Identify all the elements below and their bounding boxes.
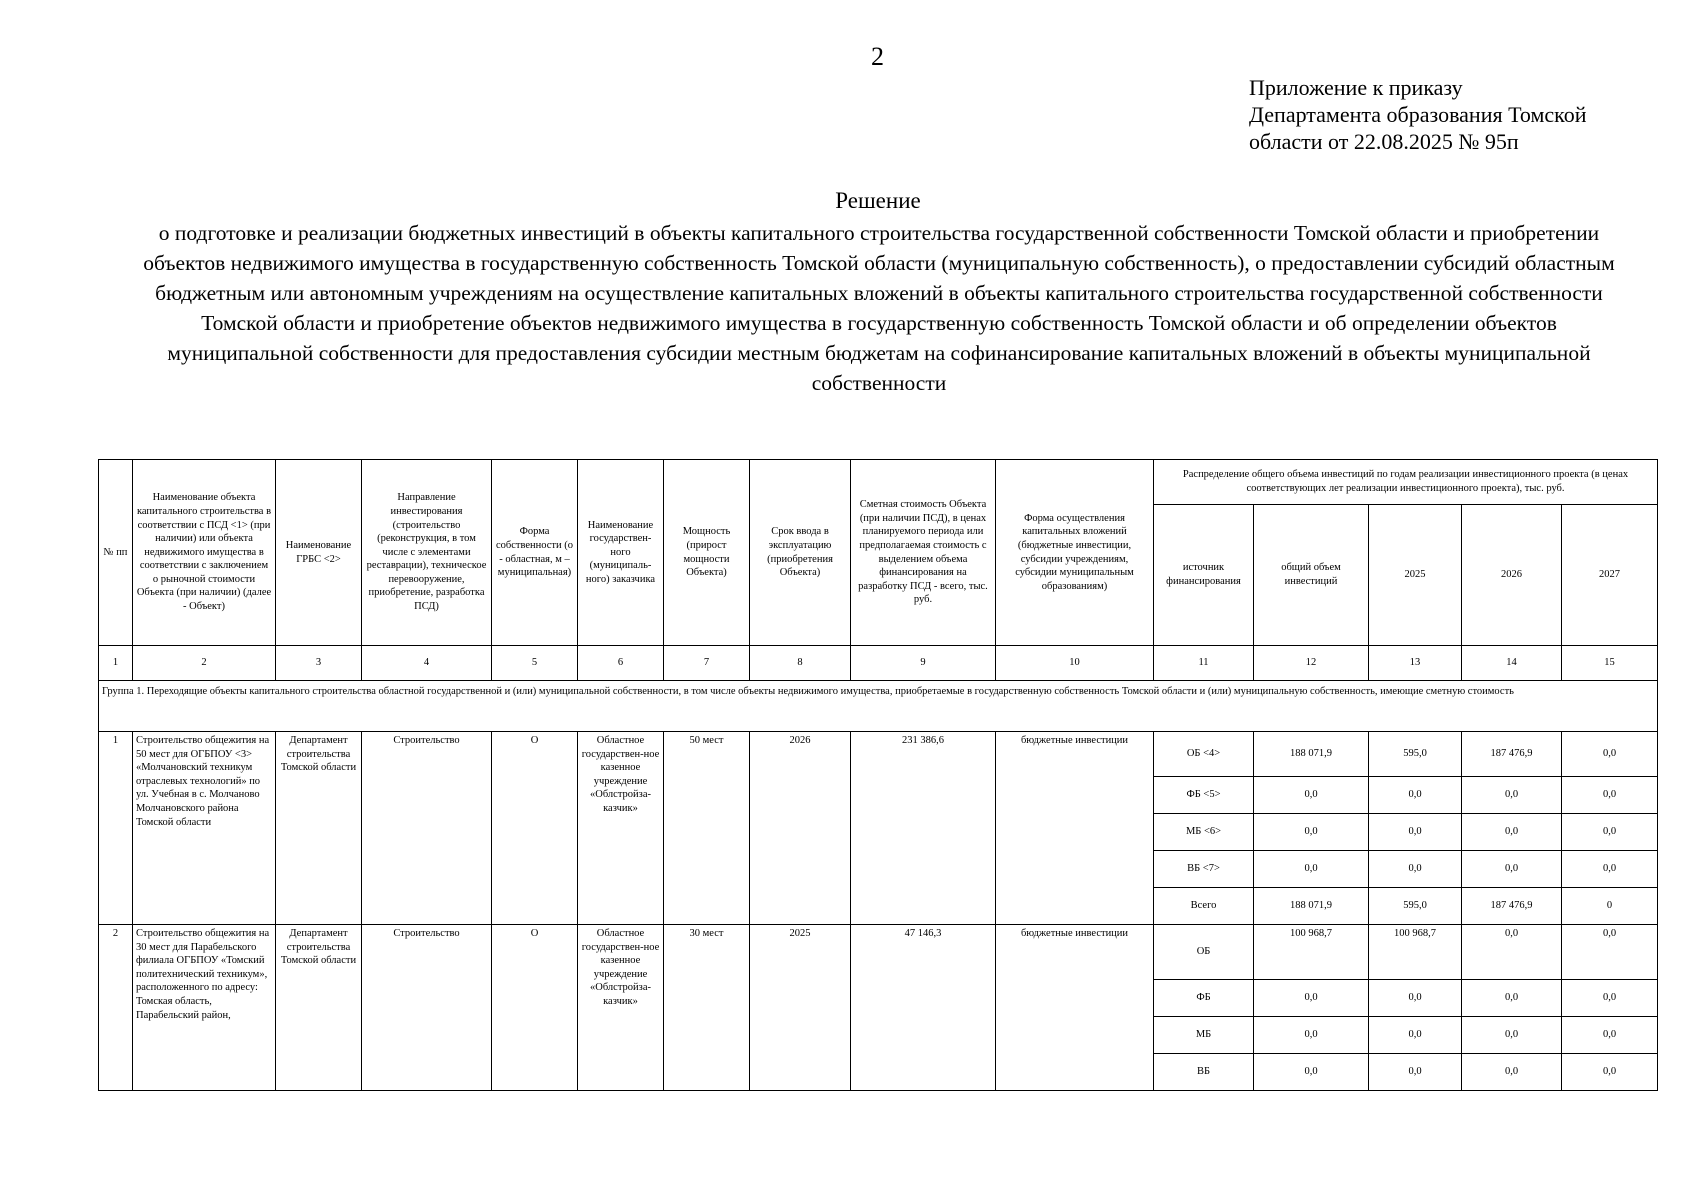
estimated-cost: 231 386,6 [851,732,996,925]
column-number: 9 [851,646,996,681]
appendix-line: области от 22.08.2025 № 95п [1249,129,1519,154]
financing-source: ОБ <4> [1154,732,1254,777]
column-number: 11 [1154,646,1254,681]
header-cell: Мощность (прирост мощности Объекта) [664,460,750,646]
grbs-name: Департамент строительства Томской области [276,925,362,1091]
financing-2027: 0,0 [1562,851,1658,888]
column-number: 6 [578,646,664,681]
financing-2026: 0,0 [1462,851,1562,888]
financing-total: 100 968,7 [1254,925,1369,980]
header-cell: Форма собственности (о - областная, м – муниципальная) [492,460,578,646]
column-number: 8 [750,646,851,681]
header-cell: Срок ввода в эксплуатацию (приобретения Объекта) [750,460,851,646]
investment-form: бюджетные инвестиции [996,732,1154,925]
header-cell: общий объем инвестиций [1254,505,1369,646]
financing-2026: 0,0 [1462,1054,1562,1091]
financing-2026: 0,0 [1462,1017,1562,1054]
financing-2027: 0,0 [1562,732,1658,777]
financing-2025: 595,0 [1369,888,1462,925]
header-cell: 2026 [1462,505,1562,646]
column-number-row [99,646,1658,681]
financing-total: 0,0 [1254,1054,1369,1091]
group-title: Группа 1. Переходящие объекты капитального строительства областной государственной и (или) муниципальной собственности, в том числе объекты недвижимого имущества, приобретаемые в государственную собственность Томской области и (или) муниципальную собственность, имеющие сметную стоимость [99,681,1658,732]
header-cell: Направление инвестирования (строительство (реконструкция, в том числе с элементами реставрации), техническое перевооружение, приобретение, разработка ПСД) [362,460,492,646]
page-number: 2 [871,42,884,71]
financing-source: ОБ [1154,925,1254,980]
grbs-name: Департамент строительства Томской области [276,732,362,925]
financing-2027: 0,0 [1562,1017,1658,1054]
column-number: 2 [133,646,276,681]
ownership-form: О [492,925,578,1091]
header-cell: № пп [99,460,133,646]
column-number: 15 [1562,646,1658,681]
appendix-line: Департамента образования Томской [1249,102,1587,127]
investment-table [98,459,1658,1091]
customer-name: Областное государствен-ное казенное учреждение «Облстройза-казчик» [578,925,664,1091]
financing-total: 0,0 [1254,851,1369,888]
financing-2026: 0,0 [1462,925,1562,980]
financing-source: МБ [1154,1017,1254,1054]
header-cell: Наименование государствен-ного (муниципаль-ного) заказчика [578,460,664,646]
table-row [99,732,1658,777]
financing-2026: 0,0 [1462,814,1562,851]
financing-2025: 0,0 [1369,777,1462,814]
financing-2027: 0,0 [1562,777,1658,814]
ownership-form: О [492,732,578,925]
financing-2025: 0,0 [1369,814,1462,851]
financing-source: ВБ <7> [1154,851,1254,888]
document-subtitle: о подготовке и реализации бюджетных инвестиций в объекты капитального строительства государственной собственности Томской области и приобретении объектов недвижимого имущества в государственную собственность Томской области (муниципальную собственность), о предоставлении субсидий областным бюджетным или автономным учреждениям на осуществление капитальных вложений в объекты капитального строительства государственной собственности Томской области и приобретение объектов недвижимого имущества в государственную собственность Томской области и об определении объектов муниципальной собственности для предоставления субсидии местным бюджетам на софинансирование капитальных вложений в объекты муниципальной собственности [143,221,1615,395]
column-number: 5 [492,646,578,681]
financing-2027: 0,0 [1562,980,1658,1017]
column-number: 4 [362,646,492,681]
financing-2025: 0,0 [1369,851,1462,888]
object-name: Строительство общежития на 30 мест для Парабельского филиала ОГБПОУ «Томский политехнический техникум», расположенного по адресу: Томская область, Парабельский район, [133,925,276,1091]
document-title: Решение [835,188,921,213]
column-number: 13 [1369,646,1462,681]
financing-2027: 0,0 [1562,814,1658,851]
financing-source: Всего [1154,888,1254,925]
financing-2026: 187 476,9 [1462,888,1562,925]
column-number: 7 [664,646,750,681]
investment-form: бюджетные инвестиции [996,925,1154,1091]
header-cell: Распределение общего объема инвестиций по годам реализации инвестиционного проекта (в ценах соответствующих лет реализации инвестиционного проекта), тыс. руб. [1154,460,1658,505]
financing-2026: 187 476,9 [1462,732,1562,777]
financing-2027: 0 [1562,888,1658,925]
estimated-cost: 47 146,3 [851,925,996,1091]
appendix-note [1249,74,1587,155]
row-number: 2 [99,925,133,1091]
commissioning-term: 2026 [750,732,851,925]
column-number: 3 [276,646,362,681]
financing-2025: 100 968,7 [1369,925,1462,980]
header-cell: Наименование объекта капитального строительства в соответствии с ПСД <1> (при наличии) или объекта недвижимого имущества в соответствии с заключением о рыночной стоимости Объекта (при наличии) (далее - Объект) [133,460,276,646]
column-number: 12 [1254,646,1369,681]
header-cell: Наименование ГРБС <2> [276,460,362,646]
financing-2025: 0,0 [1369,1017,1462,1054]
financing-total: 0,0 [1254,777,1369,814]
financing-total: 0,0 [1254,1017,1369,1054]
financing-2025: 595,0 [1369,732,1462,777]
appendix-line: Приложение к приказу [1249,75,1463,100]
financing-2026: 0,0 [1462,980,1562,1017]
financing-total: 188 071,9 [1254,732,1369,777]
financing-total: 188 071,9 [1254,888,1369,925]
object-name: Строительство общежития на 50 мест для ОГБПОУ <3> «Молчановский техникум отраслевых технологий» по ул. Учебная в с. Молчаново Молчановского района Томской области [133,732,276,925]
investment-direction: Строительство [362,925,492,1091]
commissioning-term: 2025 [750,925,851,1091]
header-cell: источник финансирования [1154,505,1254,646]
column-number: 1 [99,646,133,681]
table-row [99,925,1658,980]
financing-2026: 0,0 [1462,777,1562,814]
row-number: 1 [99,732,133,925]
financing-2025: 0,0 [1369,980,1462,1017]
header-cell: 2027 [1562,505,1658,646]
financing-source: ФБ <5> [1154,777,1254,814]
investment-direction: Строительство [362,732,492,925]
capacity: 30 мест [664,925,750,1091]
header-cell: Сметная стоимость Объекта (при наличии ПСД), в ценах планируемого периода или предполагаемая стоимость с выделением объема финансирования на разработку ПСД - всего, тыс. руб. [851,460,996,646]
financing-source: МБ <6> [1154,814,1254,851]
capacity: 50 мест [664,732,750,925]
header-cell: Форма осуществления капитальных вложений (бюджетные инвестиции, субсидии учреждениям, субсидии муниципальным образованиям) [996,460,1154,646]
financing-2027: 0,0 [1562,1054,1658,1091]
header-cell: 2025 [1369,505,1462,646]
financing-2025: 0,0 [1369,1054,1462,1091]
financing-total: 0,0 [1254,814,1369,851]
financing-source: ФБ [1154,980,1254,1017]
header-row [99,460,1658,505]
group-row [99,681,1658,732]
customer-name: Областное государствен-ное казенное учреждение «Облстройза-казчик» [578,732,664,925]
column-number: 10 [996,646,1154,681]
financing-2027: 0,0 [1562,925,1658,980]
financing-source: ВБ [1154,1054,1254,1091]
column-number: 14 [1462,646,1562,681]
financing-total: 0,0 [1254,980,1369,1017]
